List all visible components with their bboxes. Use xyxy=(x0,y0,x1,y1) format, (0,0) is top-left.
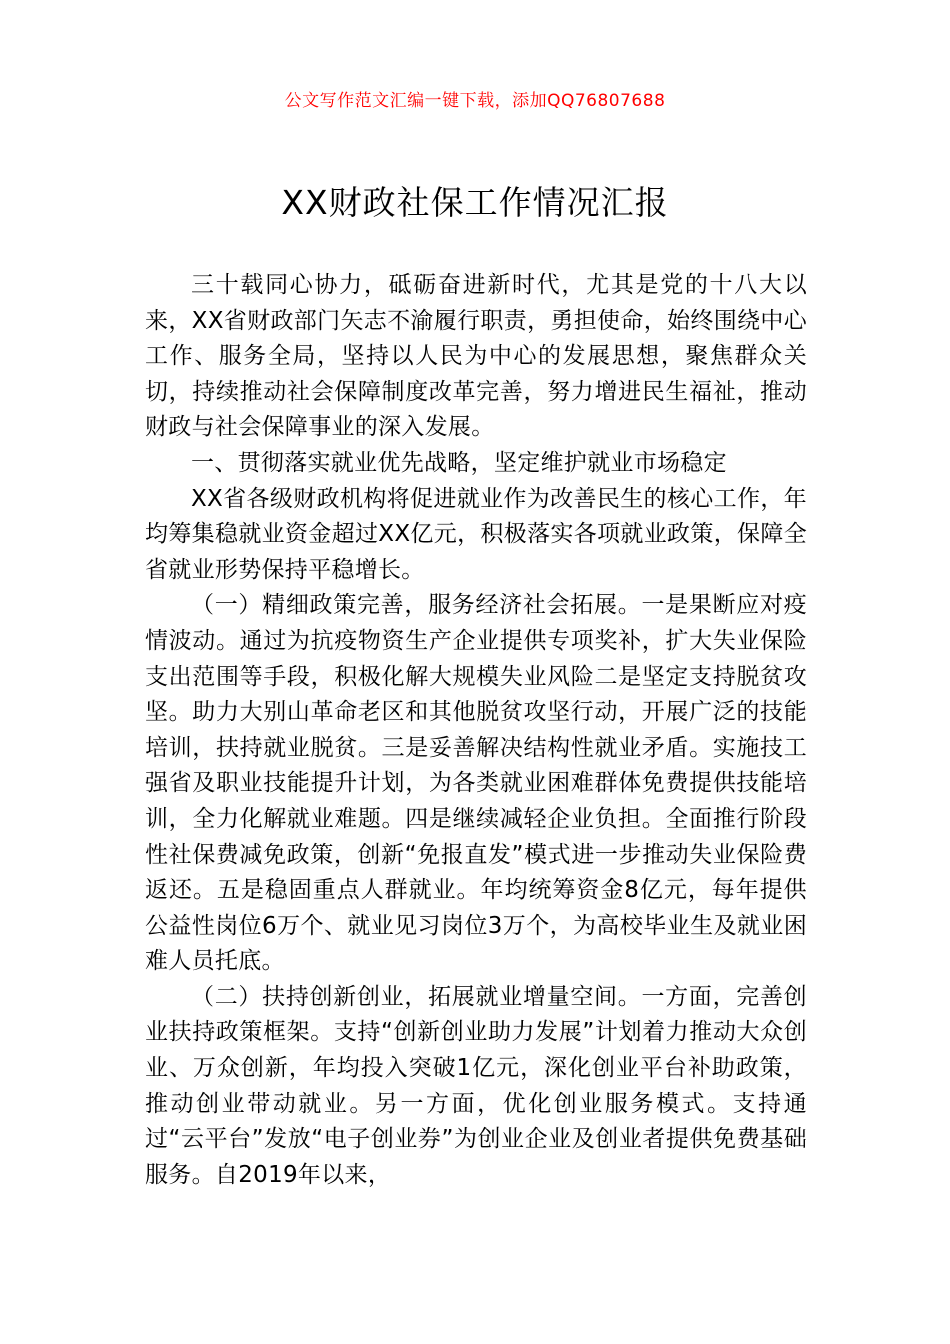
paragraph-policy-refinement: （一）精细政策完善，服务经济社会拓展。一是果断应对疫情波动。通过为抗疫物资生产企业提供专项奖补，扩大失业保险支出范围等手段，积极化解大规模失业风险二是坚定支持脱贫攻坚。助力大别山革命老区和其他脱贫攻坚行动，开展广泛的技能培训，扶持就业脱贫。三是妥善解决结构性就业矛盾。实施技工强省及职业技能提升计划，为各类就业困难群体免费提供技能培训，全力化解就业难题。四是继续减轻企业负担。全面推行阶段性社保费减免政策，创新“免报直发”模式进一步推动失业保险费返还。五是稳固重点人群就业。年均统筹资金8亿元，每年提供公益性岗位6万个、就业见习岗位3万个，为高校毕业生及就业困难人员托底。 xyxy=(145,592,807,975)
document-body xyxy=(145,268,807,1193)
paragraph-employment-funding: XX省各级财政机构将促进就业作为改善民生的核心工作，年均筹集稳就业资金超过XX亿元，积极落实各项就业政策，保障全省就业形势保持平稳增长。 xyxy=(145,485,807,583)
section-heading-1: 一、贯彻落实就业优先战略，坚定维护就业市场稳定 xyxy=(191,449,727,476)
paragraph-innovation-support: （二）扶持创新创业，拓展就业增量空间。一方面，完善创业扶持政策框架。支持“创新创业助力发展”计划着力推动大众创业、万众创新，年均投入突破1亿元，深化创业平台补助政策，推动创业带动就业。另一方面，优化创业服务模式。支持通过“云平台”发放“电子创业券”为创业企业及创业者提供免费基础服务。自2019年以来， xyxy=(145,983,807,1188)
document-title: XX财政社保工作情况汇报 xyxy=(281,183,669,222)
promo-header: 公文写作范文汇编一键下载，添加QQ76807688 xyxy=(284,91,666,111)
paragraph-intro: 三十载同心协力，砥砺奋进新时代，尤其是党的十八大以来，XX省财政部门矢志不渝履行职责，勇担使命，始终围绕中心工作、服务全局，坚持以人民为中心的发展思想，聚焦群众关切，持续推动社会保障制度改革完善，努力增进民生福祉，推动财政与社会保障事业的深入发展。 xyxy=(145,272,807,441)
